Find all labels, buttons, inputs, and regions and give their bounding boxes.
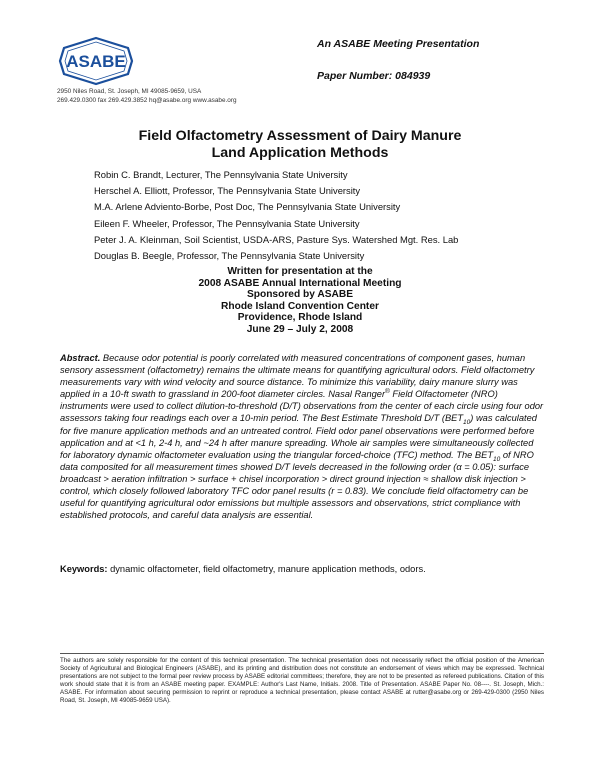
logo-text: ASABE: [66, 52, 126, 71]
registered-mark: ®: [385, 388, 390, 396]
abstract-text-2: Field Olfactometer (NRO) instruments were used to collect dilution-to-threshold (D/T) observations from the center of each circle using four odor assessors taking four readings each over a 10-min period. The Best Estimate Threshold D/T (BET: [60, 389, 544, 424]
bet-subscript: 10: [493, 455, 501, 463]
footnote: The authors are solely responsible for the content of this technical presentation. The technical presentation does not necessarily reflect the official position of the American Society of Agricultural and Biological Engineers (ASABE), and its printing and distribution does not constitute an endorsement of views which may be expressed. Technical presentations are not subject to the formal peer review process by ASABE editorial committees; therefore, they are not to be presented as refereed publications. Citation of this work should state that it is from an ASABE meeting paper. EXAMPLE: Author's Last Name, Initials. 2008. Title of Presentation. ASABE Paper No. 08----. St. Joseph, Mich.: ASABE. For information about securing permission to reprint or reproduce a technical presentation, please contact ASABE at rutter@asabe.org or 269-429-0300 (2950 Niles Road, St. Joseph, MI 49085-9659 USA).: [60, 657, 544, 704]
abstract: [60, 352, 544, 521]
author-item: M.A. Arlene Adviento-Borbe, Post Doc, The Pennsylvania State University: [94, 201, 401, 213]
presentation-line: June 29 – July 2, 2008: [246, 323, 354, 335]
address-block: [57, 88, 237, 105]
keywords-text: dynamic olfactometer, field olfactometry, manure application methods, odors.: [107, 564, 426, 574]
paper-title: [60, 128, 540, 162]
keywords-label: Keywords:: [60, 564, 108, 574]
abstract-label: Abstract.: [60, 353, 101, 363]
presentation-line: 2008 ASABE Annual International Meeting: [198, 277, 402, 289]
author-item: Robin C. Brandt, Lecturer, The Pennsylvania State University: [94, 169, 348, 180]
address-line-2: 269.429.0300 fax 269.429.3852 hq@asabe.org www.asabe.org: [57, 96, 237, 104]
asabe-logo: [56, 36, 136, 86]
bet-subscript: 10: [463, 419, 471, 427]
footnote-divider: [60, 653, 544, 654]
abstract-text-1: Because odor potential is poorly correlated with measured concentrations of component gases, human sensory assessment (olfactometry) remains the ultimate means for quantifying agricultural odors. Field olfactometry measurements vary with wind velocity and source distance. To minimize this variability, dairy manure slurry was applied in a 10-ft swath to grassland in 200-foot diameter circles. Nasal Ranger: [60, 353, 535, 400]
presentation-line: Sponsored by ASABE: [246, 289, 354, 301]
abstract-text-4: of NRO data composited for all measurement times showed D/T levels decreased in the following order (α = 0.05): surface broadcast > aeration infiltration > surface + chisel incorporation > direct ground injection ≈ shallow disk injection > control, which closely followed laboratory TFC odor panel results (r = 0.83). We conclude field olfactometry can be useful for quantifying agricultural odor emissions but multiple assessors and observations, strict compliance with established protocols, and careful data analysis are essential.: [60, 449, 534, 521]
meeting-presentation: An ASABE Meeting Presentation: [317, 38, 480, 50]
abstract-text-3: ) was calculated for five manure application methods and an untreated control. Field odor panel observations were performed before application and at <1 h, 2-4 h, and ~24 h after manure spreading. Whole air samples were simultaneously collected for laboratory dynamic olfactometer evaluation using the triangular forced-choice (TFC) method. The BET: [60, 413, 537, 460]
author-item: Peter J. A. Kleinman, Soil Scientist, USDA-ARS, Pasture Sys. Watershed Mgt. Res. Lab: [94, 233, 459, 245]
title-line-2: Land Application Methods: [211, 145, 389, 161]
asabe-logo-icon: [56, 36, 136, 86]
presentation-line: Providence, Rhode Island: [237, 312, 363, 324]
author-list: [94, 167, 458, 264]
address-line-1: 2950 Niles Road, St. Joseph, MI 49085-9659, USA: [57, 88, 202, 95]
presentation-line: Written for presentation at the: [227, 266, 373, 277]
keywords: [60, 563, 544, 575]
title-line-1: Field Olfactometry Assessment of Dairy Manure: [138, 128, 462, 144]
presentation-line: Rhode Island Convention Center: [221, 300, 379, 312]
author-item: Eileen F. Wheeler, Professor, The Pennsylvania State University: [94, 217, 360, 229]
presentation-info: [60, 266, 540, 336]
author-item: Douglas B. Beegle, Professor, The Pennsylvania State University: [94, 249, 365, 261]
author-item: Herschel A. Elliott, Professor, The Pennsylvania State University: [94, 185, 361, 197]
paper-number: Paper Number: 084939: [317, 70, 431, 82]
